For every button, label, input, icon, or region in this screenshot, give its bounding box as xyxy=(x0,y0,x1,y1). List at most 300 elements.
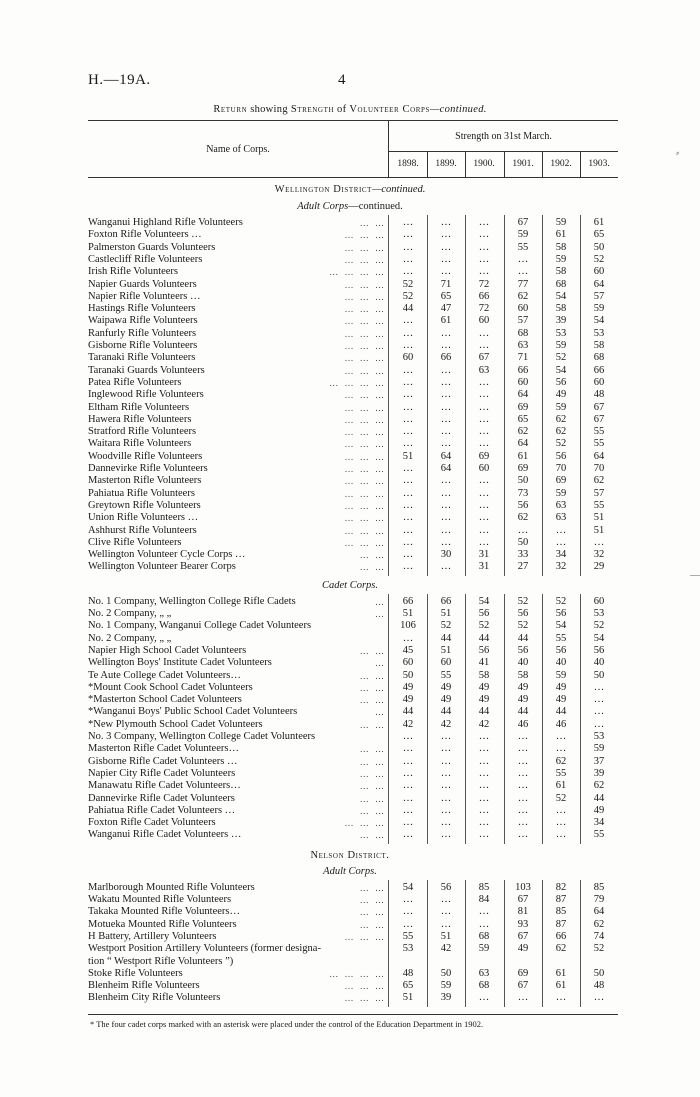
leader-dots: … … … xyxy=(344,230,386,241)
strength-value: … xyxy=(478,918,490,930)
strength-value: … xyxy=(440,536,452,548)
strength-value: … xyxy=(402,327,414,339)
strength-value: 60 xyxy=(593,376,605,388)
strength-value: … xyxy=(440,817,452,829)
strength-value: 60 xyxy=(593,266,605,278)
strength-value: 77 xyxy=(517,278,529,290)
leader-dots: … … xyxy=(359,768,386,779)
strength-value: 56 xyxy=(517,499,529,511)
strength-value: 49 xyxy=(593,804,605,816)
table-row xyxy=(88,377,618,389)
strength-value: … xyxy=(440,401,452,413)
strength-value: 51 xyxy=(402,992,414,1004)
strength-value: 55 xyxy=(517,241,529,253)
strength-value: 60 xyxy=(593,595,605,607)
strength-value: … xyxy=(440,767,452,779)
strength-value: … xyxy=(402,463,414,474)
strength-value: … xyxy=(478,487,490,499)
table-row xyxy=(88,894,618,906)
strength-value: … xyxy=(402,401,414,413)
corps-name: Napier High School Cadet Volunteers xyxy=(88,644,247,656)
year-header: 1898. xyxy=(397,159,419,169)
strength-value: 50 xyxy=(402,669,414,681)
strength-value: 49 xyxy=(555,694,567,706)
strength-value: 42 xyxy=(478,718,490,730)
strength-value: 40 xyxy=(555,657,567,669)
strength-value: … xyxy=(440,364,452,376)
strength-value: … xyxy=(517,731,529,742)
strength-value: 69 xyxy=(555,475,567,487)
corps-name: Blenheim Rifle Volunteers xyxy=(88,980,200,992)
strength-value: 58 xyxy=(478,669,490,681)
leader-dots: … … xyxy=(359,882,386,893)
strength-value: 59 xyxy=(517,229,529,241)
corps-name: Clive Rifle Volunteers xyxy=(88,536,182,548)
table-row xyxy=(88,254,618,266)
strength-value: 49 xyxy=(478,694,490,706)
strength-value: 41 xyxy=(478,657,490,669)
strength-value: 62 xyxy=(555,755,567,767)
corps-name: Napier Rifle Volunteers … xyxy=(88,290,201,302)
leader-dots: … … xyxy=(359,562,386,573)
leader-dots: … xyxy=(375,609,386,619)
strength-value: … xyxy=(478,327,490,339)
strength-value: … xyxy=(555,804,567,816)
strength-value: 48 xyxy=(593,389,605,401)
title-continued: —continued. xyxy=(430,104,487,115)
corps-name: Union Rifle Volunteers … xyxy=(88,512,199,524)
table-row xyxy=(88,943,618,955)
strength-value: 52 xyxy=(593,620,605,632)
strength-value: 51 xyxy=(440,930,452,942)
corps-name: Napier Guards Volunteers xyxy=(88,278,197,290)
strength-value: 62 xyxy=(555,413,567,425)
corps-name: Taranaki Guards Volunteers xyxy=(88,364,205,376)
strength-value: … xyxy=(440,426,452,438)
leader-dots: … … xyxy=(359,744,386,755)
strength-value: … xyxy=(402,549,414,561)
strength-value: 52 xyxy=(517,595,529,607)
strength-value: 44 xyxy=(440,632,452,644)
corps-name: Blenheim City Rifle Volunteers xyxy=(88,992,221,1004)
strength-value: 44 xyxy=(478,632,490,644)
strength-value: … xyxy=(517,253,529,265)
strength-value: 49 xyxy=(440,681,452,693)
strength-value: 44 xyxy=(517,632,529,644)
corps-name: Woodville Rifle Volunteers xyxy=(88,450,203,462)
strength-value: 49 xyxy=(517,681,529,693)
corps-name: Wellington Boys' Institute Cadet Volunteers xyxy=(88,657,272,669)
strength-value: 54 xyxy=(402,881,414,893)
leader-dots: … … … xyxy=(344,439,386,450)
strength-value: 63 xyxy=(517,340,529,351)
strength-value: 52 xyxy=(555,595,567,607)
strength-value: 67 xyxy=(517,930,529,942)
section-heading-wellington xyxy=(0,184,700,195)
strength-value: … xyxy=(440,561,452,573)
strength-value: 66 xyxy=(478,290,490,302)
strength-value: … xyxy=(517,817,529,829)
strength-value: … xyxy=(440,918,452,930)
strength-value: 56 xyxy=(440,881,452,893)
strength-value: 37 xyxy=(593,755,605,767)
section-heading-nelson xyxy=(0,850,700,861)
strength-value: 69 xyxy=(517,967,529,979)
strength-value: 64 xyxy=(593,278,605,290)
strength-value: 56 xyxy=(555,608,567,619)
corps-name: Palmerston Guards Volunteers xyxy=(88,241,216,253)
strength-value: … xyxy=(402,315,414,327)
strength-value: 60 xyxy=(517,376,529,388)
strength-value: 59 xyxy=(555,669,567,681)
strength-value: 49 xyxy=(517,694,529,706)
strength-value: 42 xyxy=(402,718,414,730)
strength-value: 87 xyxy=(555,894,567,905)
strength-value: 63 xyxy=(478,967,490,979)
leader-dots: … … xyxy=(359,895,386,905)
strength-value: 51 xyxy=(402,608,414,619)
strength-value: … xyxy=(517,755,529,767)
footnote: * The four cadet corps marked with an asterisk were placed under the control of the Education Department in 1902. xyxy=(90,1019,484,1029)
strength-value: 62 xyxy=(555,426,567,438)
leader-dots: … … xyxy=(359,670,386,681)
strength-value: … xyxy=(555,817,567,829)
strength-value: 44 xyxy=(593,792,605,804)
table-row xyxy=(88,768,618,780)
table-row xyxy=(88,608,618,620)
leader-dots: … … … xyxy=(344,818,386,829)
corps-name: Wakatu Mounted Rifle Volunteers xyxy=(88,894,232,905)
strength-value: … xyxy=(478,524,490,536)
strength-value: 62 xyxy=(593,780,605,792)
table-row xyxy=(88,561,618,573)
strength-value: … xyxy=(402,731,414,742)
strength-value: … xyxy=(478,512,490,524)
strength-value: 65 xyxy=(402,980,414,992)
year-header: 1901. xyxy=(512,159,534,169)
corps-name: Eltham Rifle Volunteers xyxy=(88,401,190,413)
strength-value: … xyxy=(440,792,452,804)
strength-header: Strength on 31st March. xyxy=(455,131,552,142)
strength-value: 66 xyxy=(555,930,567,942)
strength-value: 44 xyxy=(402,706,414,718)
table-row xyxy=(88,426,618,438)
strength-value: 56 xyxy=(517,644,529,656)
strength-value: … xyxy=(402,266,414,278)
table-row xyxy=(88,242,618,254)
strength-value: 47 xyxy=(440,303,452,315)
strength-value: 72 xyxy=(478,278,490,290)
strength-value: 49 xyxy=(440,694,452,706)
strength-value: 73 xyxy=(517,487,529,499)
strength-value: … xyxy=(440,755,452,767)
corps-name: Hawera Rifle Volunteers xyxy=(88,413,192,425)
strength-value: 29 xyxy=(593,561,605,573)
strength-value: 60 xyxy=(478,463,490,474)
strength-value: 58 xyxy=(555,241,567,253)
strength-value: 58 xyxy=(555,303,567,315)
table-row xyxy=(88,451,618,463)
strength-value: 63 xyxy=(478,364,490,376)
strength-value: … xyxy=(440,413,452,425)
strength-value: 49 xyxy=(402,694,414,706)
strength-value: … xyxy=(440,906,452,918)
leader-dots: … xyxy=(375,596,386,607)
strength-value: … xyxy=(478,755,490,767)
corps-name: *Mount Cook School Cadet Volunteers xyxy=(88,681,253,693)
table-row xyxy=(88,352,618,364)
strength-value: … xyxy=(402,906,414,918)
table-row xyxy=(88,805,618,817)
strength-value: 60 xyxy=(440,657,452,669)
leader-dots: … … … xyxy=(344,242,386,253)
strength-value: 58 xyxy=(555,266,567,278)
strength-value: 52 xyxy=(440,620,452,632)
strength-value: … xyxy=(555,743,567,755)
leader-dots: … … xyxy=(359,830,386,841)
strength-value: 62 xyxy=(593,918,605,930)
strength-value: 103 xyxy=(515,881,531,893)
leader-dots: … … xyxy=(359,907,386,918)
strength-value: 85 xyxy=(555,906,567,918)
strength-value: … xyxy=(478,438,490,450)
strength-value: … xyxy=(517,780,529,792)
table-row xyxy=(88,829,618,841)
strength-value: … xyxy=(402,217,414,228)
strength-value: 57 xyxy=(593,290,605,302)
strength-value: … xyxy=(402,804,414,816)
strength-value: 51 xyxy=(440,644,452,656)
corps-name: Wanganui Rifle Cadet Volunteers … xyxy=(88,829,242,841)
strength-value: 68 xyxy=(478,980,490,992)
title-return: Return xyxy=(213,104,248,115)
strength-value: 66 xyxy=(517,364,529,376)
strength-value: 50 xyxy=(593,241,605,253)
table-row xyxy=(88,968,618,980)
strength-value: 53 xyxy=(593,731,605,742)
margin-mark: ⸗ xyxy=(676,148,680,159)
strength-value: … xyxy=(402,767,414,779)
strength-value: … xyxy=(440,804,452,816)
leader-dots: … … xyxy=(359,550,386,561)
strength-value: 70 xyxy=(555,463,567,474)
strength-value: 61 xyxy=(555,780,567,792)
leader-dots: … … … xyxy=(344,451,386,462)
leader-dots: … … … xyxy=(344,500,386,511)
strength-value: … xyxy=(402,426,414,438)
strength-value: … xyxy=(478,992,490,1004)
strength-value: … xyxy=(478,253,490,265)
leader-dots: … … … xyxy=(344,513,386,524)
strength-value: 49 xyxy=(478,681,490,693)
leader-dots: … … xyxy=(359,719,386,730)
strength-value: 42 xyxy=(440,718,452,730)
subsection-cadet: Cadet Corps. xyxy=(321,579,378,591)
strength-value: 66 xyxy=(440,352,452,364)
strength-value: 63 xyxy=(555,499,567,511)
strength-value: 45 xyxy=(402,644,414,656)
strength-value: 46 xyxy=(555,718,567,730)
corps-name: *New Plymouth School Cadet Volunteers xyxy=(88,718,263,730)
strength-value: 61 xyxy=(593,217,605,228)
strength-value: 69 xyxy=(517,463,529,474)
strength-value: … xyxy=(478,340,490,351)
strength-value: … xyxy=(478,401,490,413)
strength-value: … xyxy=(402,499,414,511)
strength-value: 56 xyxy=(555,450,567,462)
strength-value: 49 xyxy=(555,389,567,401)
table-row xyxy=(88,438,618,450)
corps-name: Manawatu Rifle Cadet Volunteers… xyxy=(88,780,241,792)
table-row xyxy=(88,992,618,1004)
corps-name: Wellington Volunteer Bearer Corps xyxy=(88,561,236,573)
corps-name: Pahiatua Rifle Volunteers xyxy=(88,487,195,499)
strength-value: 62 xyxy=(517,290,529,302)
strength-value: 50 xyxy=(517,475,529,487)
strength-value: 67 xyxy=(517,894,529,905)
strength-value: 55 xyxy=(402,930,414,942)
strength-value: 50 xyxy=(593,967,605,979)
strength-value: 59 xyxy=(555,340,567,351)
strength-value: … xyxy=(440,475,452,487)
title-strength: Strength xyxy=(290,104,335,115)
strength-value: … xyxy=(402,512,414,524)
strength-value: … xyxy=(478,536,490,548)
table-row xyxy=(88,731,618,743)
corps-name: Hastings Rifle Volunteers xyxy=(88,303,196,315)
table-row xyxy=(88,743,618,755)
strength-value: … xyxy=(517,829,529,841)
strength-value: … xyxy=(402,755,414,767)
strength-value: 53 xyxy=(593,608,605,619)
strength-value: 49 xyxy=(555,681,567,693)
strength-value: 53 xyxy=(402,943,414,955)
strength-value: 55 xyxy=(555,767,567,779)
strength-value: … xyxy=(402,487,414,499)
year-header: 1900. xyxy=(473,159,495,169)
strength-value: … xyxy=(402,475,414,487)
strength-value: 55 xyxy=(593,829,605,841)
leader-dots: … … … xyxy=(344,537,386,548)
strength-value: 60 xyxy=(402,657,414,669)
strength-value: … xyxy=(478,389,490,401)
strength-value: 66 xyxy=(440,595,452,607)
strength-value: 59 xyxy=(593,303,605,315)
strength-value: 54 xyxy=(593,315,605,327)
table-row xyxy=(88,956,618,968)
table-row xyxy=(88,315,618,327)
strength-value: 52 xyxy=(555,438,567,450)
strength-value: … xyxy=(593,718,605,730)
table-row xyxy=(88,670,618,682)
subsection-label: Adult Corps xyxy=(297,201,349,212)
strength-value: … xyxy=(478,792,490,804)
strength-value: … xyxy=(402,829,414,841)
strength-value: … xyxy=(593,992,605,1004)
strength-value: 59 xyxy=(555,217,567,228)
table-row xyxy=(88,633,618,645)
leader-dots: … … … xyxy=(344,353,386,364)
table-row xyxy=(88,931,618,943)
strength-value: 48 xyxy=(402,967,414,979)
strength-value: 31 xyxy=(478,561,490,573)
table-row xyxy=(88,537,618,549)
subsection-adult-continued xyxy=(0,201,700,212)
corps-name: Westport Position Artillery Volunteers (former designa- xyxy=(88,943,321,955)
strength-value: … xyxy=(402,524,414,536)
strength-value: 44 xyxy=(402,303,414,315)
strength-value: 34 xyxy=(555,549,567,561)
strength-value: 62 xyxy=(517,512,529,524)
table-row xyxy=(88,266,618,278)
leader-dots: … … … xyxy=(344,993,386,1004)
strength-value: 39 xyxy=(593,767,605,779)
leader-dots: … … … xyxy=(344,464,386,474)
strength-value: 33 xyxy=(517,549,529,561)
strength-value: 51 xyxy=(593,524,605,536)
strength-value: … xyxy=(517,266,529,278)
leader-dots: … … … xyxy=(344,414,386,425)
corps-name: Wellington Volunteer Cycle Corps … xyxy=(88,549,246,561)
table-row xyxy=(88,402,618,414)
strength-value: 65 xyxy=(440,290,452,302)
strength-value: 67 xyxy=(517,980,529,992)
table-row xyxy=(88,229,618,241)
page-number: 4 xyxy=(338,72,346,88)
strength-value: 66 xyxy=(402,595,414,607)
corps-name: Stoke Rifle Volunteers xyxy=(88,967,183,979)
strength-value: 61 xyxy=(555,980,567,992)
strength-value: … xyxy=(478,731,490,742)
corps-name: Foxton Rifle Volunteers … xyxy=(88,229,202,241)
strength-value: 54 xyxy=(555,290,567,302)
strength-value: 61 xyxy=(517,450,529,462)
leader-dots: … … … … xyxy=(329,968,386,979)
corps-name: No. 2 Company, „ „ xyxy=(88,632,172,644)
strength-value: 67 xyxy=(593,401,605,413)
strength-value: 64 xyxy=(517,389,529,401)
strength-value: 93 xyxy=(517,918,529,930)
strength-value: … xyxy=(440,327,452,339)
corps-name: No. 3 Company, Wellington College Cadet Volunteers xyxy=(88,731,316,742)
strength-value: 65 xyxy=(593,229,605,241)
strength-value: 84 xyxy=(478,894,490,905)
strength-value: … xyxy=(478,499,490,511)
strength-value: 30 xyxy=(440,549,452,561)
leader-dots: … … … … xyxy=(329,377,386,388)
table-row xyxy=(88,620,618,632)
continued-label: —continued. xyxy=(372,184,426,195)
strength-value: … xyxy=(402,894,414,905)
leader-dots: … xyxy=(375,658,386,669)
leader-dots: … … … xyxy=(344,328,386,339)
strength-value: 59 xyxy=(555,253,567,265)
strength-value: … xyxy=(402,413,414,425)
strength-value: … xyxy=(402,536,414,548)
corps-name: Taranaki Rifle Volunteers xyxy=(88,352,196,364)
corps-name: Napier City Rifle Cadet Volunteers xyxy=(88,767,236,779)
strength-value: … xyxy=(517,767,529,779)
strength-value: … xyxy=(440,512,452,524)
strength-value: … xyxy=(440,829,452,841)
strength-value: … xyxy=(440,487,452,499)
table-row xyxy=(88,389,618,401)
title-of: of xyxy=(334,104,350,115)
table-row xyxy=(88,512,618,524)
strength-value: 44 xyxy=(517,706,529,718)
strength-value: 66 xyxy=(593,364,605,376)
table-row xyxy=(88,694,618,706)
